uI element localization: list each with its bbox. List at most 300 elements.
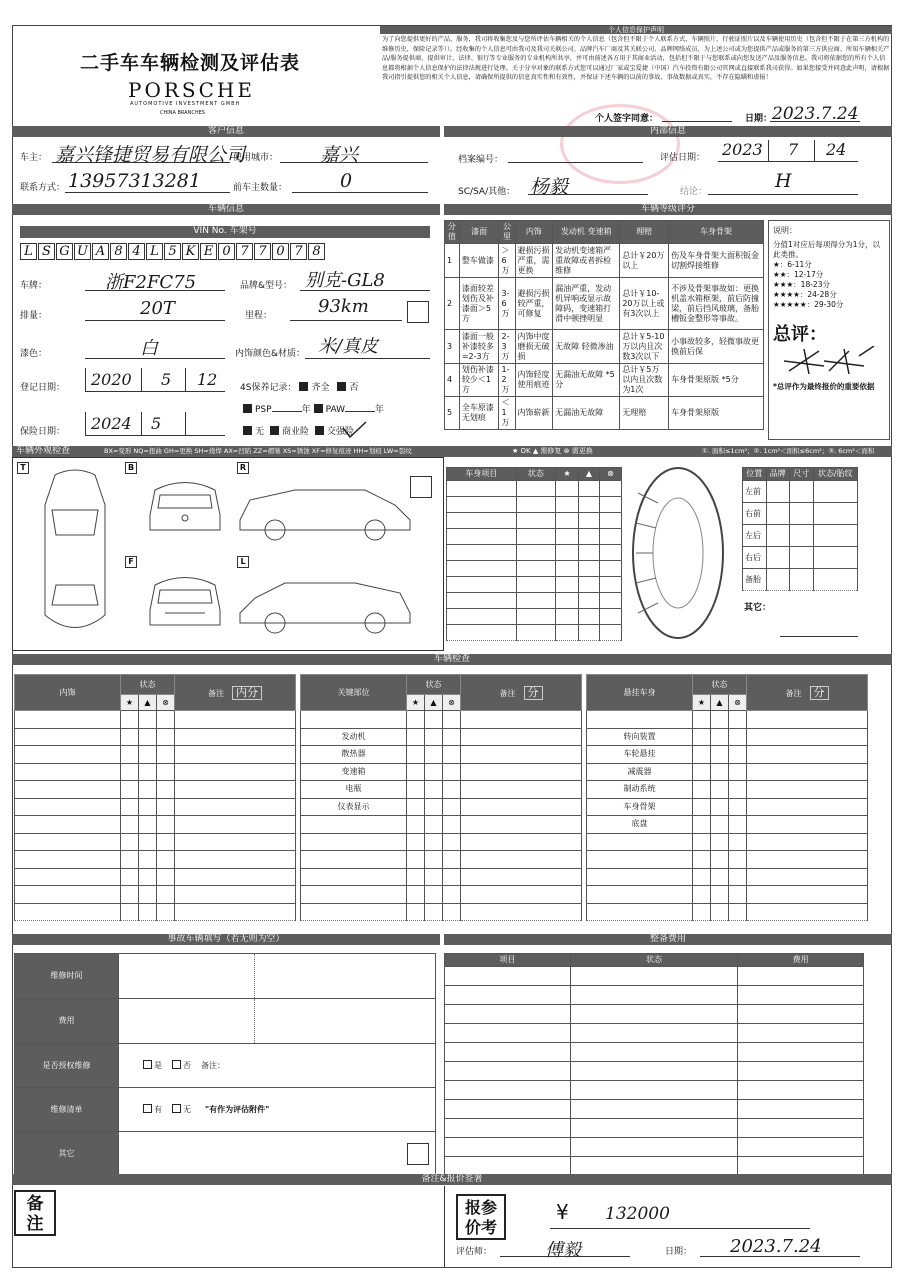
section-appearance	[12, 446, 892, 457]
status-cell[interactable]	[443, 746, 461, 764]
status-cell[interactable]	[157, 816, 175, 834]
status-cell[interactable]	[443, 763, 461, 781]
status-cell[interactable]	[139, 781, 157, 799]
car-right-view-icon	[235, 475, 415, 545]
status-cell[interactable]	[425, 868, 443, 886]
status-cell[interactable]	[425, 903, 443, 921]
body-item-cell[interactable]	[599, 593, 621, 609]
status-cell[interactable]	[693, 746, 711, 764]
status-cell[interactable]	[729, 763, 747, 781]
have-checkbox[interactable]	[143, 1104, 152, 1113]
refurb-cell[interactable]	[570, 1043, 738, 1062]
body-item-cell[interactable]	[516, 577, 556, 593]
status-cell[interactable]	[729, 868, 747, 886]
body-item-cell[interactable]	[599, 481, 621, 497]
note-cell[interactable]	[747, 903, 868, 921]
note-cell[interactable]	[747, 728, 868, 746]
paw-checkbox[interactable]	[314, 404, 323, 413]
status-cell[interactable]	[711, 746, 729, 764]
note-cell[interactable]	[747, 746, 868, 764]
status-cell[interactable]	[425, 711, 443, 729]
status-cell[interactable]	[407, 851, 425, 869]
body-item-cell[interactable]	[578, 497, 599, 513]
status-cell[interactable]	[157, 781, 175, 799]
grade-cell: 漏油严重，发动机异响或显示故障码，变速箱打滑中顿挫明显	[553, 278, 620, 330]
status-cell[interactable]	[425, 781, 443, 799]
body-item-cell[interactable]	[578, 481, 599, 497]
tire-cell[interactable]	[766, 547, 790, 569]
tire-cell[interactable]	[766, 503, 790, 525]
body-item-cell[interactable]	[578, 593, 599, 609]
note-cell[interactable]	[461, 851, 582, 869]
note-cell[interactable]	[747, 816, 868, 834]
file-field[interactable]	[508, 162, 643, 163]
status-cell[interactable]	[729, 886, 747, 904]
refurb-cell[interactable]	[738, 1043, 864, 1062]
status-cell[interactable]	[693, 763, 711, 781]
remarks-divider	[444, 1186, 445, 1268]
body-item-cell[interactable]	[578, 577, 599, 593]
note-cell[interactable]	[461, 763, 582, 781]
owner-field[interactable]: 嘉兴锋捷贸易有限公司	[55, 144, 246, 166]
note-cell[interactable]	[175, 728, 296, 746]
tire-cell[interactable]	[790, 569, 814, 591]
tire-cell[interactable]	[790, 481, 814, 503]
status-cell[interactable]	[425, 728, 443, 746]
status-cell[interactable]	[139, 763, 157, 781]
status-cell[interactable]	[407, 816, 425, 834]
note-cell[interactable]	[747, 781, 868, 799]
refurb-cell[interactable]	[738, 967, 864, 986]
disp-field[interactable]: 20T	[140, 298, 175, 319]
plate-field[interactable]: 浙F2FC75	[105, 272, 197, 293]
body-item-cell[interactable]	[516, 561, 556, 577]
note-cell[interactable]	[747, 711, 868, 729]
status-cell[interactable]	[157, 886, 175, 904]
tire-cell[interactable]	[766, 569, 790, 591]
body-item-cell[interactable]	[556, 609, 579, 625]
status-cell[interactable]	[425, 798, 443, 816]
status-cell[interactable]	[729, 781, 747, 799]
body-item-cell[interactable]	[447, 529, 517, 545]
status-cell[interactable]	[729, 833, 747, 851]
status-cell[interactable]	[121, 711, 139, 729]
refurb-cell[interactable]	[570, 1062, 738, 1081]
commercial-checkbox[interactable]	[270, 426, 279, 435]
refurb-cell[interactable]	[570, 1024, 738, 1043]
note-cell[interactable]	[175, 886, 296, 904]
status-cell[interactable]	[407, 798, 425, 816]
body-item-cell[interactable]	[556, 481, 579, 497]
refurb-cell[interactable]	[445, 1138, 571, 1157]
reg-date-field[interactable]	[85, 368, 225, 392]
status-cell[interactable]	[711, 851, 729, 869]
refurb-cell[interactable]	[570, 1119, 738, 1138]
tire-cell[interactable]	[813, 547, 858, 569]
accident-row-value[interactable]	[119, 1088, 436, 1132]
status-cell[interactable]	[407, 711, 425, 729]
note-cell[interactable]	[461, 886, 582, 904]
note-cell[interactable]	[461, 903, 582, 921]
body-item-cell[interactable]	[556, 577, 579, 593]
tire-cell[interactable]	[813, 525, 858, 547]
status-cell[interactable]	[443, 711, 461, 729]
status-cell[interactable]	[157, 851, 175, 869]
refurb-cell[interactable]	[570, 1138, 738, 1157]
psp-checkbox[interactable]	[243, 404, 252, 413]
status-cell[interactable]	[407, 746, 425, 764]
body-item-cell[interactable]	[578, 545, 599, 561]
status-cell[interactable]	[443, 903, 461, 921]
body-item-cell[interactable]	[447, 545, 517, 561]
body-item-cell[interactable]	[556, 497, 579, 513]
note-cell[interactable]	[747, 886, 868, 904]
status-cell[interactable]	[443, 851, 461, 869]
status-cell[interactable]	[407, 781, 425, 799]
no-checkbox[interactable]	[337, 382, 346, 391]
status-cell[interactable]	[121, 798, 139, 816]
refurb-cell[interactable]	[570, 967, 738, 986]
status-cell[interactable]	[693, 711, 711, 729]
refurb-cell[interactable]	[445, 1024, 571, 1043]
color-field[interactable]: 白	[140, 338, 158, 359]
status-cell[interactable]	[121, 868, 139, 886]
status-cell[interactable]	[443, 886, 461, 904]
body-item-cell[interactable]	[516, 481, 556, 497]
eval-date-field[interactable]	[718, 140, 858, 162]
status-cell[interactable]	[693, 833, 711, 851]
status-cell[interactable]	[139, 728, 157, 746]
body-item-cell[interactable]	[599, 625, 621, 641]
status-cell[interactable]	[693, 728, 711, 746]
brand-logo: PORSCHE	[128, 78, 255, 102]
body-item-cell[interactable]	[578, 513, 599, 529]
status-cell[interactable]	[407, 763, 425, 781]
model-field[interactable]: 别克-GL8	[305, 270, 385, 291]
refurb-cell[interactable]	[570, 986, 738, 1005]
note-cell[interactable]	[175, 868, 296, 886]
status-cell[interactable]	[443, 833, 461, 851]
paw-year-field[interactable]	[345, 411, 375, 412]
refurb-cell[interactable]	[738, 1081, 864, 1100]
interior-field[interactable]: 米/真皮	[318, 336, 379, 357]
status-cell[interactable]	[121, 763, 139, 781]
status-cell[interactable]	[407, 868, 425, 886]
status-cell[interactable]	[425, 833, 443, 851]
note-cell[interactable]	[461, 746, 582, 764]
status-cell[interactable]	[157, 711, 175, 729]
body-item-cell[interactable]	[556, 561, 579, 577]
status-cell[interactable]	[711, 781, 729, 799]
body-item-cell[interactable]	[447, 561, 517, 577]
status-cell[interactable]	[693, 851, 711, 869]
body-item-cell[interactable]	[599, 545, 621, 561]
accident-row-value[interactable]	[119, 1044, 436, 1088]
body-item-cell[interactable]	[516, 497, 556, 513]
status-cell[interactable]	[139, 886, 157, 904]
body-item-cell[interactable]	[447, 609, 517, 625]
status-cell[interactable]	[121, 886, 139, 904]
status-cell[interactable]	[711, 903, 729, 921]
status-cell[interactable]	[139, 851, 157, 869]
tire-cell[interactable]	[766, 525, 790, 547]
status-cell[interactable]	[157, 746, 175, 764]
grade-header-cell: 理赔	[620, 221, 669, 244]
body-item-cell[interactable]	[578, 529, 599, 545]
status-cell[interactable]	[711, 886, 729, 904]
tire-row	[743, 481, 858, 503]
no-checkbox[interactable]	[172, 1060, 181, 1069]
status-cell[interactable]	[139, 711, 157, 729]
refurb-cell[interactable]	[738, 1138, 864, 1157]
sc-field[interactable]: 杨毅	[530, 176, 569, 198]
status-cell[interactable]	[443, 798, 461, 816]
tire-cell[interactable]	[766, 481, 790, 503]
note-cell[interactable]	[175, 903, 296, 921]
body-item-cell[interactable]	[556, 593, 579, 609]
status-cell[interactable]	[121, 903, 139, 921]
note-cell[interactable]	[461, 833, 582, 851]
status-cell[interactable]	[711, 728, 729, 746]
body-item-cell[interactable]	[599, 497, 621, 513]
status-cell[interactable]	[121, 851, 139, 869]
prev-owner-field[interactable]: 0	[340, 170, 353, 192]
tire-cell[interactable]	[790, 503, 814, 525]
status-cell[interactable]	[729, 903, 747, 921]
refurb-cell[interactable]	[445, 986, 571, 1005]
note-cell[interactable]	[461, 711, 582, 729]
tire-cell[interactable]	[790, 525, 814, 547]
refurb-cell[interactable]	[570, 1100, 738, 1119]
note-cell[interactable]	[175, 851, 296, 869]
status-cell[interactable]	[711, 816, 729, 834]
note-cell[interactable]	[747, 833, 868, 851]
status-cell[interactable]	[157, 798, 175, 816]
appearance-checkbox[interactable]	[410, 476, 432, 498]
tire-cell[interactable]	[813, 503, 858, 525]
status-cell[interactable]	[693, 886, 711, 904]
status-cell[interactable]	[157, 868, 175, 886]
status-cell[interactable]	[711, 798, 729, 816]
note-cell[interactable]	[747, 798, 868, 816]
none-checkbox[interactable]	[243, 426, 252, 435]
status-cell[interactable]	[693, 868, 711, 886]
body-item-cell[interactable]	[516, 625, 556, 641]
status-cell[interactable]	[425, 816, 443, 834]
body-item-cell[interactable]	[516, 593, 556, 609]
status-cell[interactable]	[139, 833, 157, 851]
note-cell[interactable]	[175, 798, 296, 816]
note-cell[interactable]	[461, 781, 582, 799]
status-cell[interactable]	[157, 763, 175, 781]
refurb-cell[interactable]	[738, 1024, 864, 1043]
status-cell[interactable]	[407, 728, 425, 746]
refurb-cell[interactable]	[738, 1157, 864, 1176]
body-item-cell[interactable]	[516, 513, 556, 529]
body-item-cell[interactable]	[556, 513, 579, 529]
body-item-cell[interactable]	[578, 609, 599, 625]
body-item-cell[interactable]	[578, 561, 599, 577]
status-cell[interactable]	[407, 903, 425, 921]
refurb-cell[interactable]	[445, 1062, 571, 1081]
status-cell[interactable]	[425, 746, 443, 764]
status-cell[interactable]	[139, 798, 157, 816]
full-checkbox[interactable]	[299, 382, 308, 391]
status-cell[interactable]	[121, 816, 139, 834]
note-cell[interactable]	[461, 728, 582, 746]
refurb-cell[interactable]	[445, 1157, 571, 1176]
status-cell[interactable]	[729, 816, 747, 834]
body-item-cell[interactable]	[599, 561, 621, 577]
evaluator-field[interactable]: 傅毅	[545, 1240, 581, 1261]
body-item-cell[interactable]	[516, 529, 556, 545]
status-cell[interactable]	[425, 763, 443, 781]
note-cell[interactable]	[175, 816, 296, 834]
status-cell[interactable]	[443, 868, 461, 886]
body-item-cell[interactable]	[447, 577, 517, 593]
status-cell[interactable]	[693, 816, 711, 834]
status-cell[interactable]	[443, 728, 461, 746]
body-item-cell[interactable]	[556, 529, 579, 545]
refurb-cell[interactable]	[570, 1005, 738, 1024]
tire-cell[interactable]	[813, 569, 858, 591]
status-cell[interactable]	[157, 903, 175, 921]
body-item-cell[interactable]	[447, 497, 517, 513]
status-cell[interactable]	[425, 886, 443, 904]
refurb-cell[interactable]	[570, 1157, 738, 1176]
mileage-field[interactable]: 93km	[318, 296, 369, 317]
body-item-cell[interactable]	[599, 513, 621, 529]
status-cell[interactable]	[729, 728, 747, 746]
refurb-cell[interactable]	[738, 1005, 864, 1024]
status-cell[interactable]	[693, 798, 711, 816]
privacy-date[interactable]: 2023.7.24	[772, 104, 859, 124]
refurb-cell[interactable]	[445, 1100, 571, 1119]
body-item-cell[interactable]	[599, 577, 621, 593]
status-cell[interactable]	[121, 728, 139, 746]
grade-field[interactable]: H	[775, 170, 792, 192]
body-item-cell[interactable]	[516, 545, 556, 561]
body-item-cell[interactable]	[447, 513, 517, 529]
status-cell[interactable]	[407, 833, 425, 851]
note-cell[interactable]	[461, 868, 582, 886]
status-cell[interactable]	[139, 746, 157, 764]
city-field[interactable]: 嘉兴	[320, 144, 359, 166]
note-cell[interactable]	[461, 798, 582, 816]
status-cell[interactable]	[443, 816, 461, 834]
body-item-cell[interactable]	[599, 529, 621, 545]
status-cell[interactable]	[729, 711, 747, 729]
evaluator-line	[500, 1256, 630, 1257]
quote-price[interactable]: 132000	[605, 1204, 670, 1224]
status-cell[interactable]	[729, 798, 747, 816]
status-cell[interactable]	[729, 746, 747, 764]
status-cell[interactable]	[711, 833, 729, 851]
status-cell[interactable]	[729, 851, 747, 869]
note-cell[interactable]	[175, 763, 296, 781]
color-label: 漆色：	[20, 349, 48, 359]
none-checkbox[interactable]	[172, 1104, 181, 1113]
refurb-cell[interactable]	[445, 1043, 571, 1062]
body-item-cell[interactable]	[556, 545, 579, 561]
psp-year-field[interactable]	[272, 411, 302, 412]
body-item-cell[interactable]	[599, 609, 621, 625]
refurb-cell[interactable]	[738, 1119, 864, 1138]
status-cell[interactable]	[711, 868, 729, 886]
status-cell[interactable]	[425, 851, 443, 869]
psp-paw-row	[240, 402, 384, 415]
grade-cell: ＜1万	[499, 397, 515, 430]
status-cell[interactable]	[157, 728, 175, 746]
grade-cell: 1-2万	[499, 364, 515, 397]
accident-row-value[interactable]	[119, 1132, 436, 1176]
refurb-cell[interactable]	[738, 1100, 864, 1119]
note-cell[interactable]	[175, 781, 296, 799]
refurb-cell[interactable]	[445, 967, 571, 986]
status-cell[interactable]	[121, 833, 139, 851]
status-cell[interactable]	[139, 903, 157, 921]
note-cell[interactable]	[747, 763, 868, 781]
refurb-cell[interactable]	[738, 1062, 864, 1081]
table-row	[447, 513, 622, 529]
refurb-cell[interactable]	[738, 986, 864, 1005]
inspection-item	[15, 886, 121, 904]
refurb-cell[interactable]	[445, 1119, 571, 1138]
note-cell[interactable]	[175, 711, 296, 729]
body-item-cell[interactable]	[516, 609, 556, 625]
tire-cell[interactable]	[790, 547, 814, 569]
body-item-cell[interactable]	[447, 625, 517, 641]
status-cell[interactable]	[121, 781, 139, 799]
status-cell[interactable]	[443, 781, 461, 799]
note-cell[interactable]	[461, 816, 582, 834]
note-cell[interactable]	[747, 868, 868, 886]
note-cell[interactable]	[175, 746, 296, 764]
compulsory-checkbox[interactable]	[315, 426, 324, 435]
refurb-cell[interactable]	[445, 1005, 571, 1024]
status-cell[interactable]	[711, 711, 729, 729]
total-footnote: *总评作为最终报价的重要依据	[773, 382, 875, 391]
status-cell[interactable]	[407, 886, 425, 904]
accident-row-value[interactable]	[119, 999, 436, 1044]
body-item-cell[interactable]	[578, 625, 599, 641]
body-item-cell[interactable]	[447, 481, 517, 497]
remark-date-field[interactable]: 2023.7.24	[730, 1236, 822, 1257]
status-cell[interactable]	[711, 763, 729, 781]
status-cell[interactable]	[121, 746, 139, 764]
body-item-cell[interactable]	[556, 625, 579, 641]
tire-other-line[interactable]	[780, 636, 858, 637]
refurb-cell[interactable]	[445, 1081, 571, 1100]
refurb-cell[interactable]	[570, 1081, 738, 1100]
yes-checkbox[interactable]	[143, 1060, 152, 1069]
status-cell[interactable]	[693, 781, 711, 799]
contact-field[interactable]: 13957313281	[68, 170, 201, 192]
note-cell[interactable]	[175, 833, 296, 851]
status-cell[interactable]	[139, 816, 157, 834]
body-item-cell[interactable]	[447, 593, 517, 609]
status-cell[interactable]	[139, 868, 157, 886]
ins-date-field[interactable]	[85, 412, 225, 436]
other-checkbox[interactable]	[407, 1143, 429, 1165]
tire-cell[interactable]	[813, 481, 858, 503]
status-cell[interactable]	[157, 833, 175, 851]
mileage-checkbox[interactable]	[407, 301, 429, 323]
vin-field[interactable]	[20, 243, 326, 260]
status-cell[interactable]	[693, 903, 711, 921]
note-cell[interactable]	[747, 851, 868, 869]
accident-row-value[interactable]	[119, 954, 436, 999]
